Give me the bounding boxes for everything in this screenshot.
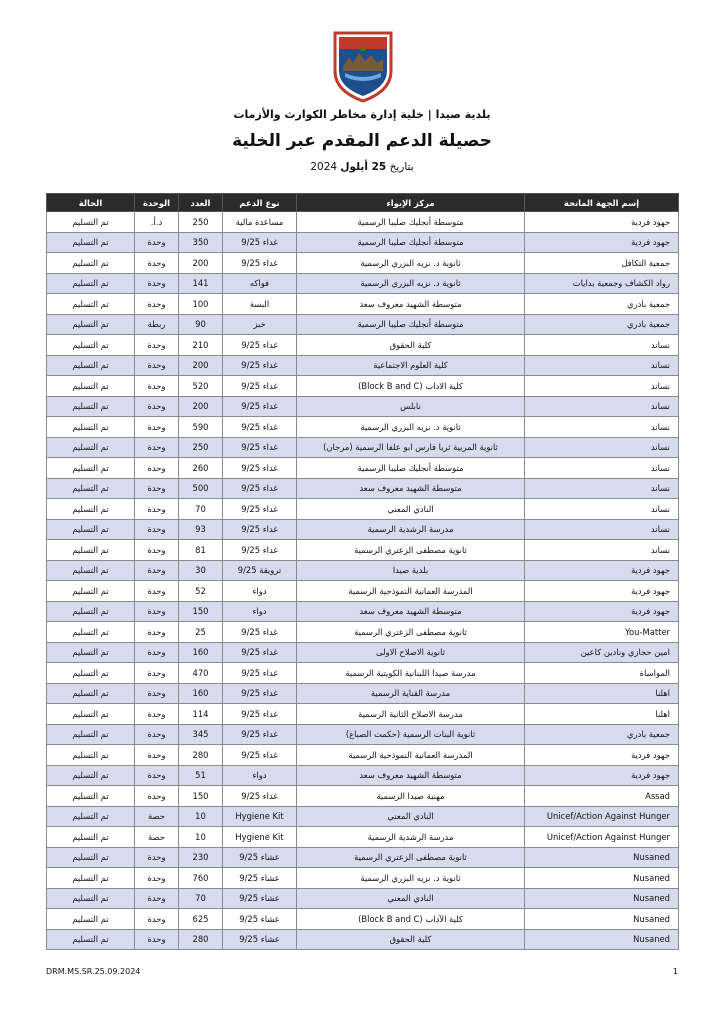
table-row — [47, 704, 679, 725]
cell-center: مهنية صيدا الرسمية — [297, 786, 525, 807]
table-row — [47, 663, 679, 684]
table-row — [47, 417, 679, 438]
cell-donor: جمعية بادري — [525, 724, 679, 745]
cell-count: 160 — [179, 683, 223, 704]
cell-donor: نساند — [525, 335, 679, 356]
cell-unit: وحدة — [135, 847, 179, 868]
cell-unit: حصة — [135, 827, 179, 848]
organization-subtitle: بلدية صيدا | خلية إدارة مخاطر الكوارث والأزمات — [233, 108, 491, 121]
cell-center: مدرسة الرشدية الرسمية — [297, 827, 525, 848]
cell-donor: نساند — [525, 458, 679, 479]
cell-donor: اهلنا — [525, 704, 679, 725]
cell-unit: وحدة — [135, 560, 179, 581]
cell-status: تم التسليم — [47, 929, 135, 950]
cell-type: ترويقة 9/25 — [223, 560, 297, 581]
cell-center: ثانوية د. نزيه البزري الرسمية — [297, 273, 525, 294]
donations-table — [46, 193, 679, 950]
cell-center: ثانوية الاصلاح الاولى — [297, 642, 525, 663]
cell-donor: جهود فردية — [525, 765, 679, 786]
cell-count: 260 — [179, 458, 223, 479]
cell-status: تم التسليم — [47, 909, 135, 930]
header-center: مركز الإيواء — [297, 194, 525, 212]
cell-count: 100 — [179, 294, 223, 315]
cell-donor: Nusaned — [525, 888, 679, 909]
table-row — [47, 253, 679, 274]
cell-count: 230 — [179, 847, 223, 868]
cell-center: كلية الحقوق — [297, 335, 525, 356]
cell-unit: وحدة — [135, 376, 179, 397]
cell-unit: وحدة — [135, 724, 179, 745]
cell-unit: وحدة — [135, 355, 179, 376]
cell-donor: Nusaned — [525, 868, 679, 889]
cell-status: تم التسليم — [47, 745, 135, 766]
cell-type: خبز — [223, 314, 297, 335]
cell-center: متوسطة أنجليك صليبا الرسمية — [297, 314, 525, 335]
cell-status: تم التسليم — [47, 376, 135, 397]
table-header-row — [47, 194, 679, 212]
cell-donor: نساند — [525, 376, 679, 397]
table-row — [47, 724, 679, 745]
cell-unit: وحدة — [135, 294, 179, 315]
cell-unit: وحدة — [135, 519, 179, 540]
cell-donor: Unicef/Action Against Hunger — [525, 827, 679, 848]
cell-count: 350 — [179, 232, 223, 253]
cell-donor: You-Matter — [525, 622, 679, 643]
cell-count: 141 — [179, 273, 223, 294]
cell-unit: وحدة — [135, 704, 179, 725]
cell-status: تم التسليم — [47, 499, 135, 520]
cell-count: 500 — [179, 478, 223, 499]
cell-count: 90 — [179, 314, 223, 335]
cell-donor: Unicef/Action Against Hunger — [525, 806, 679, 827]
cell-unit: وحدة — [135, 601, 179, 622]
cell-type: غداء 9/25 — [223, 724, 297, 745]
cell-status: تم التسليم — [47, 663, 135, 684]
cell-status: تم التسليم — [47, 847, 135, 868]
table-row — [47, 519, 679, 540]
cell-unit: وحدة — [135, 232, 179, 253]
cell-unit: وحدة — [135, 335, 179, 356]
table-row — [47, 909, 679, 930]
cell-donor: نساند — [525, 437, 679, 458]
cell-center: ثانوية مصطفى الزعتري الرسمية — [297, 622, 525, 643]
cell-center: متوسطة أنجليك صليبا الرسمية — [297, 232, 525, 253]
cell-status: تم التسليم — [47, 519, 135, 540]
cell-count: 10 — [179, 806, 223, 827]
cell-type: غداء 9/25 — [223, 745, 297, 766]
cell-type: غداء 9/25 — [223, 335, 297, 356]
cell-status: تم التسليم — [47, 827, 135, 848]
cell-count: 70 — [179, 888, 223, 909]
cell-center: ثانوية البنات الرسمية (حكمت الصباغ) — [297, 724, 525, 745]
cell-count: 160 — [179, 642, 223, 663]
cell-center: ثانوية المربية ثريا فارس ابو علفا الرسمية (مرجان) — [297, 437, 525, 458]
cell-status: تم التسليم — [47, 683, 135, 704]
cell-type: غداء 9/25 — [223, 396, 297, 417]
table-row — [47, 929, 679, 950]
cell-unit: وحدة — [135, 888, 179, 909]
cell-center: المدرسة العمانية النموذجية الرسمية — [297, 581, 525, 602]
cell-center: ثانوية د. نزيه البزري الرسمية — [297, 868, 525, 889]
table-row — [47, 765, 679, 786]
cell-type: غداء 9/25 — [223, 622, 297, 643]
cell-donor: اهلنا — [525, 683, 679, 704]
cell-donor: جهود فردية — [525, 232, 679, 253]
cell-unit: د.أ. — [135, 212, 179, 233]
cell-unit: وحدة — [135, 929, 179, 950]
cell-center: بلدية صيدا — [297, 560, 525, 581]
cell-count: 52 — [179, 581, 223, 602]
cell-count: 250 — [179, 437, 223, 458]
cell-count: 345 — [179, 724, 223, 745]
cell-count: 280 — [179, 745, 223, 766]
cell-center: كلية العلوم الاجتماعية — [297, 355, 525, 376]
cell-status: تم التسليم — [47, 888, 135, 909]
cell-unit: وحدة — [135, 786, 179, 807]
cell-count: 625 — [179, 909, 223, 930]
cell-status: تم التسليم — [47, 437, 135, 458]
cell-center: ثانوية د. نزيه البزري الرسمية — [297, 253, 525, 274]
cell-donor: نساند — [525, 396, 679, 417]
cell-count: 590 — [179, 417, 223, 438]
cell-donor: نساند — [525, 478, 679, 499]
header-donor: إسم الجهة المانحة — [525, 194, 679, 212]
cell-donor: نساند — [525, 540, 679, 561]
cell-status: تم التسليم — [47, 458, 135, 479]
table-row — [47, 745, 679, 766]
cell-status: تم التسليم — [47, 232, 135, 253]
table-row — [47, 581, 679, 602]
cell-type: غداء 9/25 — [223, 376, 297, 397]
cell-donor: Nusaned — [525, 909, 679, 930]
cell-unit: وحدة — [135, 253, 179, 274]
cell-unit: وحدة — [135, 642, 179, 663]
cell-donor: رواد الكشاف وجمعية بدايات — [525, 273, 679, 294]
cell-donor: جهود فردية — [525, 745, 679, 766]
table-row — [47, 827, 679, 848]
cell-center: النادي المعني — [297, 499, 525, 520]
cell-unit: وحدة — [135, 683, 179, 704]
cell-status: تم التسليم — [47, 253, 135, 274]
cell-center: متوسطة الشهيد معروف سعد — [297, 765, 525, 786]
cell-status: تم التسليم — [47, 765, 135, 786]
cell-unit: وحدة — [135, 417, 179, 438]
cell-type: Hygiene Kit — [223, 827, 297, 848]
cell-unit: وحدة — [135, 765, 179, 786]
table-row — [47, 499, 679, 520]
cell-count: 10 — [179, 827, 223, 848]
cell-center: متوسطة الشهيد معروف سعد — [297, 478, 525, 499]
cell-type: البسة — [223, 294, 297, 315]
cell-status: تم التسليم — [47, 601, 135, 622]
cell-unit: وحدة — [135, 499, 179, 520]
cell-donor: نساند — [525, 355, 679, 376]
cell-count: 200 — [179, 355, 223, 376]
cell-count: 93 — [179, 519, 223, 540]
cell-center: النادي المعني — [297, 888, 525, 909]
cell-donor: جهود فردية — [525, 560, 679, 581]
cell-donor: نساند — [525, 519, 679, 540]
municipality-logo — [331, 27, 395, 103]
cell-count: 114 — [179, 704, 223, 725]
cell-unit: وحدة — [135, 909, 179, 930]
cell-status: تم التسليم — [47, 786, 135, 807]
cell-center: المدرسة العمانية النموذجية الرسمية — [297, 745, 525, 766]
table-row — [47, 437, 679, 458]
cell-center: مدرسة القناية الرسمية — [297, 683, 525, 704]
cell-status: تم التسليم — [47, 642, 135, 663]
cell-count: 51 — [179, 765, 223, 786]
header-count: العدد — [179, 194, 223, 212]
table-body — [47, 212, 679, 950]
cell-unit: وحدة — [135, 437, 179, 458]
cell-count: 250 — [179, 212, 223, 233]
cell-type: غداء 9/25 — [223, 253, 297, 274]
cell-center: ثانوية مصطفى الزعتري الرسمية — [297, 540, 525, 561]
cell-type: غداء 9/25 — [223, 437, 297, 458]
cell-donor: جهود فردية — [525, 601, 679, 622]
cell-unit: وحدة — [135, 396, 179, 417]
cell-donor: Assad — [525, 786, 679, 807]
cell-donor: Nusaned — [525, 847, 679, 868]
cell-status: تم التسليم — [47, 806, 135, 827]
cell-count: 210 — [179, 335, 223, 356]
cell-donor: جمعية بادري — [525, 314, 679, 335]
table-row — [47, 314, 679, 335]
cell-count: 150 — [179, 601, 223, 622]
cell-center: متوسطة الشهيد معروف سعد — [297, 601, 525, 622]
table-row — [47, 683, 679, 704]
cell-type: غداء 9/25 — [223, 499, 297, 520]
table-row — [47, 601, 679, 622]
cell-type: غداء 9/25 — [223, 663, 297, 684]
table-row — [47, 335, 679, 356]
cell-type: عشاء 9/25 — [223, 929, 297, 950]
cell-donor: جهود فردية — [525, 581, 679, 602]
table-row — [47, 540, 679, 561]
report-date — [0, 161, 724, 173]
cell-count: 30 — [179, 560, 223, 581]
cell-center: كلية الحقوق — [297, 929, 525, 950]
header-type: نوع الدعم — [223, 194, 297, 212]
table-row — [47, 888, 679, 909]
date-value: 25 أيلول — [340, 161, 387, 173]
cell-count: 280 — [179, 929, 223, 950]
cell-status: تم التسليم — [47, 540, 135, 561]
cell-status: تم التسليم — [47, 335, 135, 356]
cell-donor: نساند — [525, 499, 679, 520]
date-year: 2024 — [310, 161, 338, 173]
cell-status: تم التسليم — [47, 314, 135, 335]
cell-type: مساعدة مالية — [223, 212, 297, 233]
cell-type: غداء 9/25 — [223, 355, 297, 376]
page-number: 1 — [672, 967, 678, 976]
cell-unit: ربطة — [135, 314, 179, 335]
cell-unit: وحدة — [135, 581, 179, 602]
table-row — [47, 212, 679, 233]
cell-status: تم التسليم — [47, 724, 135, 745]
cell-type: غداء 9/25 — [223, 232, 297, 253]
page-title: حصيلة الدعم المقدم عبر الخلية — [232, 131, 492, 151]
cell-center: كلية الاداب (Block B and C) — [297, 376, 525, 397]
table-row — [47, 376, 679, 397]
cell-center: النادي المعني — [297, 806, 525, 827]
table-row — [47, 294, 679, 315]
cell-status: تم التسليم — [47, 868, 135, 889]
cell-center: نابلس — [297, 396, 525, 417]
table-row — [47, 786, 679, 807]
cell-status: تم التسليم — [47, 560, 135, 581]
cell-type: عشاء 9/25 — [223, 888, 297, 909]
cell-donor: امين حجازي ونادين كاعين — [525, 642, 679, 663]
table-row — [47, 232, 679, 253]
cell-type: غداء 9/25 — [223, 786, 297, 807]
cell-unit: وحدة — [135, 868, 179, 889]
cell-count: 200 — [179, 396, 223, 417]
cell-count: 760 — [179, 868, 223, 889]
cell-center: متوسطة الشهيد معروف سعد — [297, 294, 525, 315]
table-row — [47, 806, 679, 827]
cell-count: 470 — [179, 663, 223, 684]
cell-count: 81 — [179, 540, 223, 561]
cell-status: تم التسليم — [47, 622, 135, 643]
cell-center: متوسطة أنجليك صليبا الرسمية — [297, 458, 525, 479]
cell-type: فواكه — [223, 273, 297, 294]
cell-type: غداء 9/25 — [223, 704, 297, 725]
cell-unit: وحدة — [135, 745, 179, 766]
cell-center: مدرسة صيدا اللبنانية الكويتية الرسمية — [297, 663, 525, 684]
table-row — [47, 273, 679, 294]
cell-type: دواء — [223, 601, 297, 622]
cell-count: 150 — [179, 786, 223, 807]
cell-type: غداء 9/25 — [223, 540, 297, 561]
cell-donor: جهود فردية — [525, 212, 679, 233]
table-row — [47, 396, 679, 417]
table-row — [47, 868, 679, 889]
cell-count: 70 — [179, 499, 223, 520]
table-row — [47, 642, 679, 663]
cell-center: مدرسة الرشدية الرسمية — [297, 519, 525, 540]
cell-center: متوسطة أنجليك صليبا الرسمية — [297, 212, 525, 233]
cell-type: Hygiene Kit — [223, 806, 297, 827]
cell-type: غداء 9/25 — [223, 683, 297, 704]
cell-type: عشاء 9/25 — [223, 847, 297, 868]
cell-status: تم التسليم — [47, 704, 135, 725]
cell-type: عشاء 9/25 — [223, 909, 297, 930]
cell-count: 25 — [179, 622, 223, 643]
header-unit: الوحدة — [135, 194, 179, 212]
table-row — [47, 622, 679, 643]
cell-type: دواء — [223, 581, 297, 602]
cell-donor: جمعية بادري — [525, 294, 679, 315]
header-status: الحالة — [47, 194, 135, 212]
cell-unit: وحدة — [135, 663, 179, 684]
cell-count: 200 — [179, 253, 223, 274]
cell-type: دواء — [223, 765, 297, 786]
cell-type: غداء 9/25 — [223, 642, 297, 663]
cell-status: تم التسليم — [47, 355, 135, 376]
cell-donor: المواساة — [525, 663, 679, 684]
cell-center: مدرسة الاصلاح الثانية الرسمية — [297, 704, 525, 725]
cell-status: تم التسليم — [47, 581, 135, 602]
cell-status: تم التسليم — [47, 417, 135, 438]
cell-donor: جمعية التكافل — [525, 253, 679, 274]
date-prefix: بتاريخ — [389, 161, 414, 173]
cell-unit: حصة — [135, 806, 179, 827]
document-code: DRM.MS.SR.25.09.2024 — [46, 967, 141, 976]
cell-status: تم التسليم — [47, 273, 135, 294]
table-row — [47, 458, 679, 479]
table-row — [47, 478, 679, 499]
cell-status: تم التسليم — [47, 478, 135, 499]
cell-status: تم التسليم — [47, 396, 135, 417]
table-row — [47, 355, 679, 376]
cell-type: غداء 9/25 — [223, 417, 297, 438]
cell-type: عشاء 9/25 — [223, 868, 297, 889]
cell-donor: نساند — [525, 417, 679, 438]
table-row — [47, 847, 679, 868]
cell-unit: وحدة — [135, 622, 179, 643]
cell-type: غداء 9/25 — [223, 519, 297, 540]
cell-unit: وحدة — [135, 540, 179, 561]
table-row — [47, 560, 679, 581]
cell-type: غداء 9/25 — [223, 458, 297, 479]
cell-status: تم التسليم — [47, 212, 135, 233]
cell-unit: وحدة — [135, 458, 179, 479]
cell-type: غداء 9/25 — [223, 478, 297, 499]
cell-unit: وحدة — [135, 273, 179, 294]
cell-status: تم التسليم — [47, 294, 135, 315]
cell-center: ثانوية مصطفى الزعتري الرسمية — [297, 847, 525, 868]
cell-center: كلية الآداب (Block B and C) — [297, 909, 525, 930]
cell-center: ثانوية د. نزيه البزري الرسمية — [297, 417, 525, 438]
cell-unit: وحدة — [135, 478, 179, 499]
cell-donor: Nusaned — [525, 929, 679, 950]
cell-count: 520 — [179, 376, 223, 397]
